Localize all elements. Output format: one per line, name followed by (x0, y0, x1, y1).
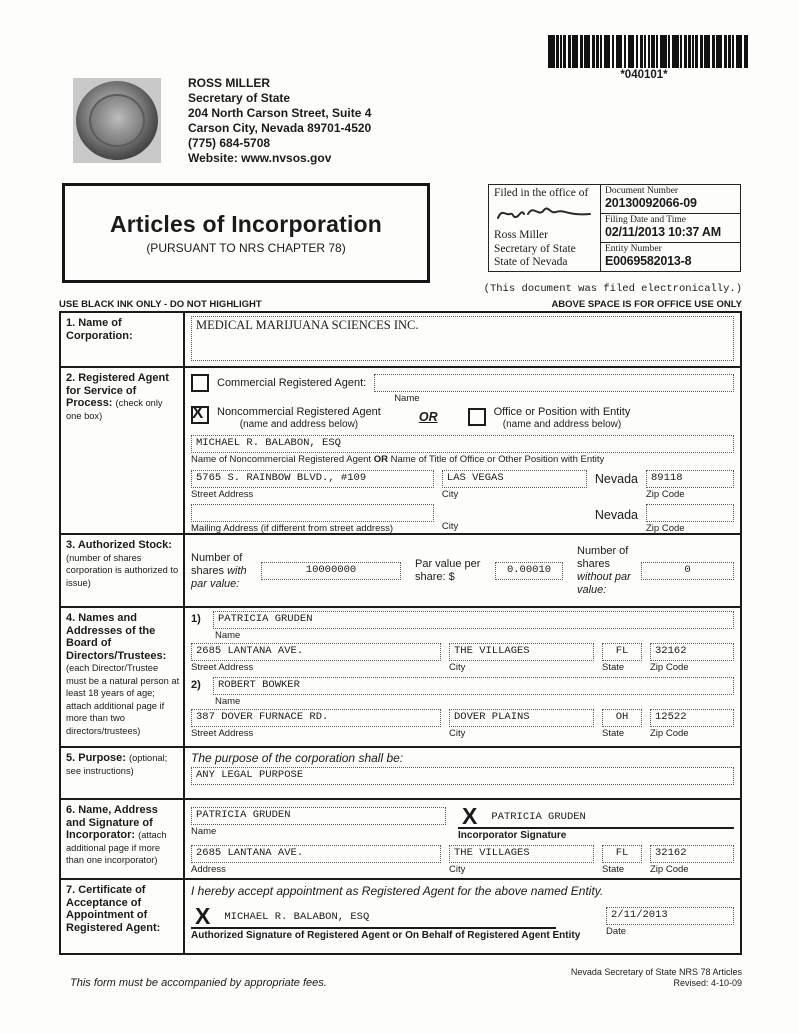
fees-note: This form must be accompanied by appropriate fees. (70, 977, 327, 989)
filed-label: Filed in the office of (494, 187, 589, 199)
section-7-row (61, 880, 740, 953)
noncommercial-agent-label (217, 406, 381, 431)
commercial-registered-agent-checkbox (191, 374, 209, 392)
director-2-state-field: OH (602, 709, 642, 727)
registered-agent-name-caption (191, 454, 734, 465)
director-1-zip-field: 32162 (650, 643, 734, 661)
incorporator-signature-name: PATRICIA GRUDEN (491, 811, 586, 823)
nevada-state-text: Nevada (594, 472, 638, 486)
agent-signature-x-mark: X (195, 903, 211, 929)
acceptance-statement: I hereby accept appointment as Registered Agent for the above named Entity. (191, 884, 604, 898)
form-table (59, 311, 742, 955)
signer-title: Secretary of State (494, 242, 576, 255)
filing-date-value: 02/11/2013 10:37 AM (605, 225, 721, 239)
noncommercial-label-note: (name and address below) (239, 418, 359, 430)
noncommercial-label-text: Noncommercial Registered Agent (217, 406, 381, 418)
commercial-agent-label: Commercial Registered Agent: (217, 377, 367, 389)
signer-state: State of Nevada (494, 256, 568, 268)
agent-caption-post: Name of Title of Office or Other Position with Entity (390, 454, 605, 465)
section-3-label-text: 3. Authorized Stock: (66, 539, 172, 551)
director-1-state-field: FL (602, 643, 642, 661)
ross-miller-signature-icon (494, 201, 594, 225)
director-1-state-caption: State (602, 662, 625, 673)
registered-agent-signature-name: MICHAEL R. BALABON, ESQ (224, 911, 370, 923)
section-4-content (185, 608, 740, 746)
agent-signature-caption: Authorized Signature of Registered Agent or On Behalf of Registered Agent Entity (191, 930, 581, 941)
shares-without-label-normal: Number of shares (577, 545, 629, 570)
zip-caption: Zip Code (646, 489, 685, 500)
section-1-content (185, 313, 740, 366)
section-2-row (61, 368, 740, 535)
document-number-value: 20130092066-09 (605, 196, 697, 210)
incorporator-city-field: THE VILLAGES (449, 845, 594, 863)
section-2-label-text: 2. Registered Agent for Service of Process: (66, 372, 169, 409)
form-title: Articles of Incorporation (109, 211, 383, 237)
signature-x-mark: X (462, 803, 478, 829)
agency-header-block (188, 76, 371, 166)
mailing-city-caption: City (441, 521, 459, 532)
filing-date-cell (601, 214, 740, 243)
shares-with-par-label (191, 552, 255, 591)
mailing-zip-field (646, 504, 734, 522)
director-2-address-row (191, 709, 734, 739)
mailing-city-spacer (442, 504, 587, 520)
commercial-name-caption: Name (394, 393, 420, 404)
corporation-name-field: MEDICAL MARIJUANA SCIENCES INC. (191, 316, 734, 361)
director-2-city-field: DOVER PLAINS (449, 709, 594, 727)
incorporator-zip-caption: Zip Code (650, 864, 689, 875)
purpose-intro: The purpose of the corporation shall be: (191, 751, 404, 765)
filing-details (601, 185, 740, 271)
shares-without-par-label (577, 545, 635, 597)
director-2-number: 2) (191, 679, 201, 691)
or-label: OR (418, 410, 438, 424)
section-1-label-text: 1. Name of Corporation: (66, 317, 133, 342)
nevada-state-seal-icon (73, 78, 161, 163)
shares-with-label-normal: Number of shares (191, 551, 243, 577)
barcode-text: *040101* (620, 69, 668, 81)
agent-caption-pre: Name of Noncommercial Registered Agent (191, 454, 372, 465)
section-7-label-text: 7. Certificate of Acceptance of Appointment of Registered Agent: (66, 884, 161, 934)
section-7-label (61, 880, 185, 953)
director-1-name-field: PATRICIA GRUDEN (213, 611, 734, 629)
director-1-name-caption: Name (215, 630, 241, 641)
signature-date-field: 2/11/2013 (606, 907, 734, 925)
par-value-label: Par value per share: $ (415, 558, 481, 583)
incorporator-state-field: FL (602, 845, 642, 863)
entity-number-label: Entity Number (605, 244, 662, 254)
agent-city-field: LAS VEGAS (442, 470, 587, 488)
agency-address-line2: Carson City, Nevada 89701-4520 (188, 121, 372, 135)
electronic-filing-note: (This document was filed electronically.) (483, 283, 742, 295)
par-value-field: 0.00010 (495, 562, 563, 580)
purpose-field: ANY LEGAL PURPOSE (191, 767, 734, 785)
barcode-icon (548, 35, 748, 68)
document-number-label: Document Number (605, 186, 679, 196)
secretary-title: Secretary of State (188, 91, 291, 105)
director-1-address-row (191, 643, 734, 673)
section-3-content (185, 535, 740, 606)
incorporator-state-caption: State (602, 864, 625, 875)
agent-zip-field: 89118 (646, 470, 734, 488)
director-2-city-caption: City (449, 728, 466, 739)
section-6-row (61, 800, 740, 880)
incorporator-signature-caption: Incorporator Signature (458, 830, 567, 841)
incorporator-name-field: PATRICIA GRUDEN (191, 807, 446, 825)
director-2-name-field: ROBERT BOWKER (213, 677, 734, 695)
incorporator-zip-field: 32162 (650, 845, 734, 863)
shares-with-label-italic: with par value: (191, 564, 247, 590)
office-label-note: (name and address below) (502, 418, 622, 430)
secretary-name: ROSS MILLER (188, 76, 271, 90)
entity-number-value: E0069582013-8 (605, 254, 692, 268)
agency-address-line1: 204 North Carson Street, Suite 4 (188, 106, 372, 120)
filed-office-block (489, 185, 601, 271)
section-6-label-note: (attach additional page if more than one incorporator) (66, 830, 167, 865)
director-1-name-row (191, 611, 734, 629)
section-2-label (61, 368, 185, 533)
section-2-content (185, 368, 740, 533)
filing-date-label: Filing Date and Time (605, 215, 687, 225)
director-1-zip-caption: Zip Code (650, 662, 689, 673)
incorporator-name-caption: Name (191, 826, 217, 837)
director-2-name-caption: Name (215, 696, 241, 707)
revision-line2: Revised: 4-10-09 (673, 978, 742, 988)
director-2-state-caption: State (602, 728, 625, 739)
mailing-nevada-state-text: Nevada (594, 508, 638, 522)
noncommercial-registered-agent-checkbox (191, 403, 209, 424)
filing-stamp-box (488, 184, 741, 272)
director-2-zip-field: 12522 (650, 709, 734, 727)
office-label-text: Office or Position with Entity (493, 406, 631, 418)
incorporator-address-field: 2685 LANTANA AVE. (191, 845, 441, 863)
commercial-agent-name-field (374, 374, 734, 392)
director-2-name-row (191, 677, 734, 695)
shares-with-par-value-field: 10000000 (261, 562, 401, 580)
section-3-row (61, 535, 740, 608)
street-address-caption: Street Address (191, 489, 254, 500)
instruction-row (59, 299, 742, 310)
mailing-zip-caption: Zip Code (646, 523, 685, 534)
section-4-label-text: 4. Names and Addresses of the Board of Directors/Trustees: (66, 612, 167, 662)
revision-note (571, 967, 742, 989)
office-use-instruction: ABOVE SPACE IS FOR OFFICE USE ONLY (551, 299, 742, 310)
agent-caption-or: OR (373, 454, 388, 465)
section-4-label-note: (each Director/Trustee must be a natural person at least 18 years of age; attach additional page if more than two directors/trustees) (66, 663, 180, 736)
incorporator-address-caption: Address (191, 864, 226, 875)
agent-mailing-address-field (191, 504, 434, 522)
section-3-label-note: (number of shares corporation is authorized to issue) (66, 552, 179, 588)
section-6-label (61, 800, 185, 878)
section-5-row (61, 748, 740, 800)
section-5-content (185, 748, 740, 798)
date-caption: Date (606, 926, 627, 937)
revision-line1: Nevada Secretary of State NRS 78 Articles (570, 967, 742, 977)
entity-number-cell (601, 243, 740, 271)
form-subtitle: (PURSUANT TO NRS CHAPTER 78) (146, 241, 346, 255)
office-position-label (494, 406, 631, 431)
registered-agent-signature-line (191, 903, 556, 929)
agency-website: Website: www.nvsos.gov (188, 151, 332, 165)
section-7-content (185, 880, 740, 953)
incorporator-signature-line (458, 803, 734, 829)
section-5-label-text: 5. Purpose: (66, 752, 126, 764)
section-6-content (185, 800, 740, 878)
director-1-street-field: 2685 LANTANA AVE. (191, 643, 441, 661)
agency-phone: (775) 684-5708 (188, 136, 271, 150)
form-title-box (62, 183, 430, 283)
section-2-label-note: (check only one box) (66, 398, 163, 421)
section-4-label (61, 608, 185, 746)
agent-street-address-field: 5765 S. RAINBOW BLVD., #109 (191, 470, 434, 488)
director-1-street-caption: Street Address (191, 662, 254, 673)
shares-without-par-value-field: 0 (641, 562, 734, 580)
director-1-number: 1) (191, 613, 201, 625)
shares-without-label-italic: without par value: (577, 571, 631, 596)
signer-name: Ross Miller (494, 229, 548, 241)
director-2-zip-caption: Zip Code (650, 728, 689, 739)
section-4-row (61, 608, 740, 748)
incorporator-city-caption: City (449, 864, 466, 875)
director-1-city-caption: City (449, 662, 466, 673)
director-1-city-field: THE VILLAGES (449, 643, 594, 661)
city-caption: City (441, 489, 459, 500)
section-5-label-note: (optional; see instructions) (66, 753, 168, 776)
document-number-cell (601, 185, 740, 214)
office-position-checkbox (468, 408, 486, 426)
director-2-street-caption: Street Address (191, 728, 254, 739)
checkbox-x-mark: X (192, 403, 204, 422)
section-5-label (61, 748, 185, 798)
director-2-street-field: 387 DOVER FURNACE RD. (191, 709, 441, 727)
section-1-label (61, 313, 185, 366)
mailing-address-caption: Mailing Address (if different from street address) (191, 523, 394, 534)
black-ink-instruction: USE BLACK INK ONLY - DO NOT HIGHLIGHT (59, 299, 262, 310)
seal-inner-emblem (89, 94, 145, 147)
registered-agent-name-field: MICHAEL R. BALABON, ESQ (191, 435, 734, 453)
section-6-label-text: 6. Name, Address and Signature of Incorporator: (66, 804, 158, 841)
section-3-label (61, 535, 185, 606)
section-1-row (61, 313, 740, 368)
